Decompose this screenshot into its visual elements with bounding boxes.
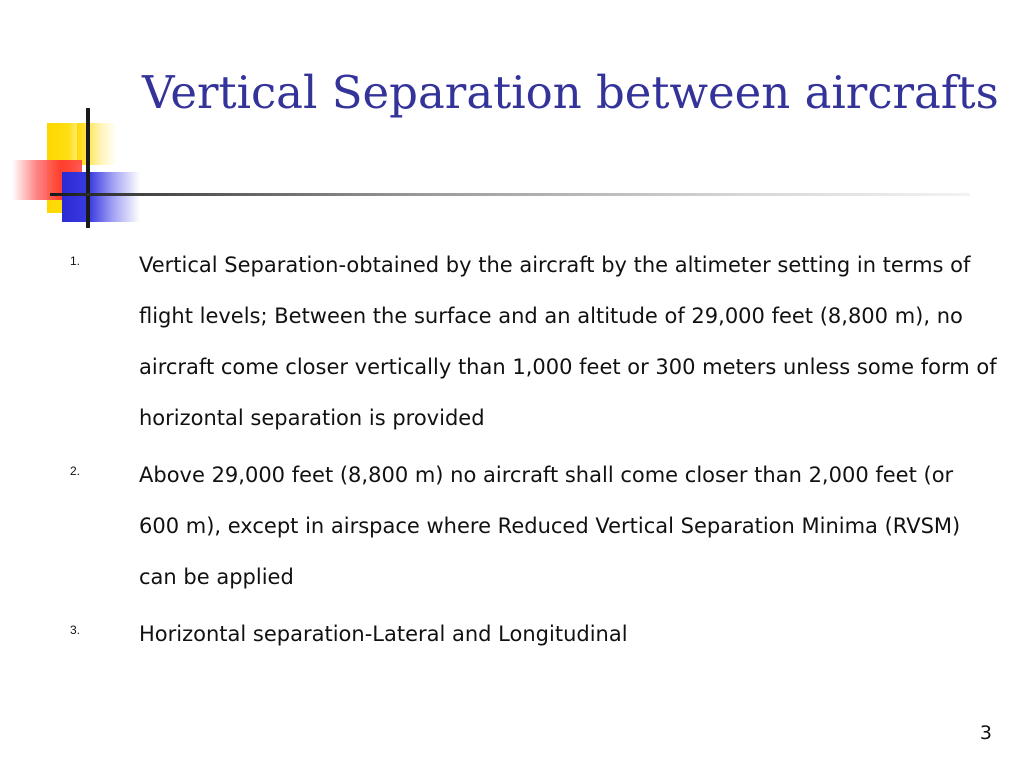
list-item (0, 240, 1024, 444)
slide-title: Vertical Separation between aircrafts (142, 66, 999, 119)
blue-block (62, 172, 140, 222)
page-number: 3 (979, 722, 992, 744)
list-item-number: 3. (70, 623, 81, 637)
yellow-block-fade (77, 123, 117, 165)
numbered-list (0, 240, 1024, 666)
list-item-number: 2. (70, 464, 81, 478)
list-item-text: Horizontal separation-Lateral and Longitudinal (139, 622, 628, 646)
list-item (0, 450, 1024, 603)
list-item-text: Above 29,000 feet (8,800 m) no aircraft shall come closer than 2,000 feet (or 600 m), except in airspace where Reduced Vertical Separation Minima (RVSM) can be applied (139, 463, 961, 589)
decorative-blocks-graphic (0, 0, 150, 240)
list-item (0, 609, 1024, 660)
list-item-number: 1. (70, 254, 81, 268)
vertical-divider-line (86, 108, 90, 228)
list-item-text: Vertical Separation-obtained by the aircraft by the altimeter setting in terms of flight levels; Between the surface and an altitude of 29,000 feet (8,800 m), no aircraft come closer vertically than 1,000 feet or 300 meters unless some form of horizontal separation is provided (139, 253, 997, 430)
title-underline (50, 193, 970, 196)
